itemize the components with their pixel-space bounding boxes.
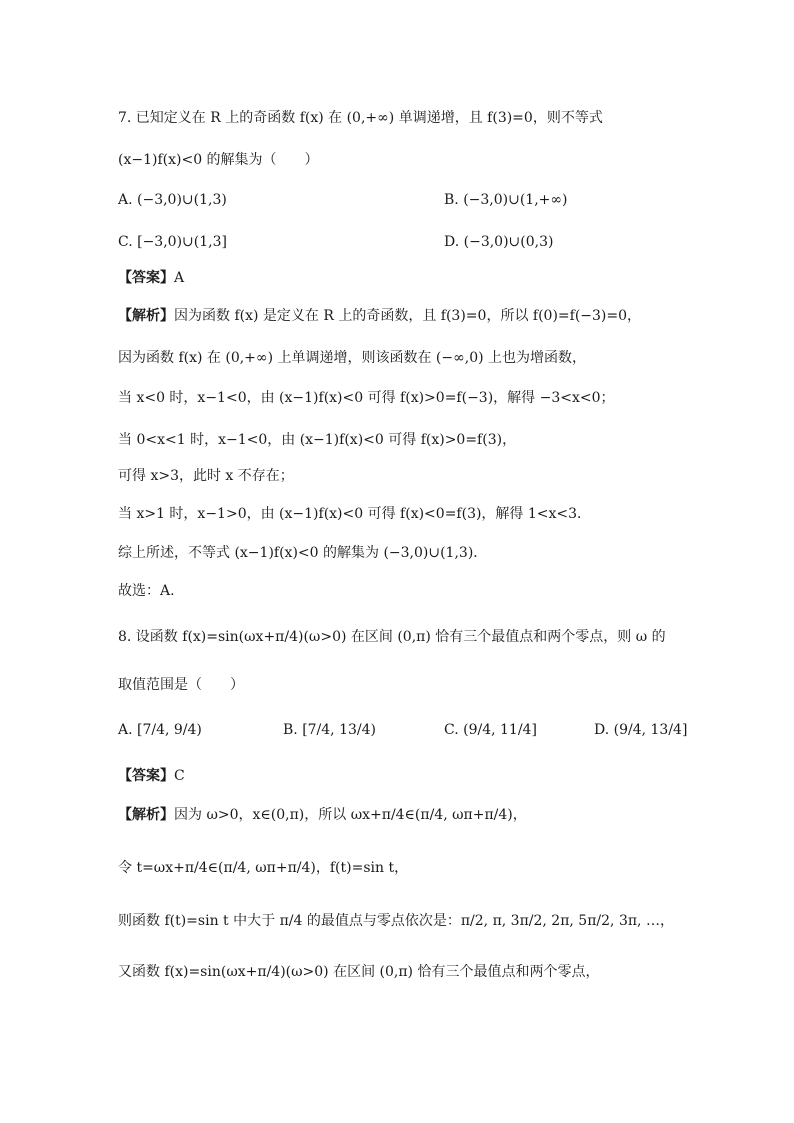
q8-answer-label: 【答案】 — [118, 768, 174, 784]
q7-option-c: C. [−3,0)∪(1,3] — [118, 234, 227, 250]
q7-option-b: B. (−3,0)∪(1,+∞) — [444, 192, 568, 208]
q7-analysis-label: 【解析】 — [118, 308, 174, 324]
q8-analysis-label: 【解析】 — [118, 807, 174, 823]
q7-analysis-line6: 当 x>1 时，x−1>0，由 (x−1)f(x)<0 可得 f(x)<0=f(3)，解得 1<x<3． — [118, 506, 592, 522]
q8-option-a: A. [7/4, 9/4) — [118, 722, 202, 738]
q7-stem-line2: (x−1)f(x)<0 的解集为（ ） — [118, 152, 319, 168]
q7-analysis-line3: 当 x<0 时，x−1<0，由 (x−1)f(x)<0 可得 f(x)>0=f(−3)，解得 −3<x<0； — [118, 390, 615, 406]
q7-analysis-line2: 因为函数 f(x) 在 (0,+∞) 上单调递增，则该函数在 (−∞,0) 上也为增函数， — [118, 350, 587, 366]
q8-stem-line2: 取值范围是（ ） — [118, 677, 244, 693]
q8-stem-line1: 8. 设函数 f(x)=sin(ωx+π/4)(ω>0) 在区间 (0,π) 恰有三个最值点和两个零点，则 ω 的 — [118, 629, 666, 645]
q8-analysis-line2: 令 t=ωx+π/4∈(π/4, ωπ+π/4)，f(t)=sin t， — [118, 860, 409, 876]
q7-analysis-line5: 可得 x>3，此时 x 不存在； — [118, 468, 294, 484]
q8-analysis-line4: 又函数 f(x)=sin(ωx+π/4)(ω>0) 在区间 (0,π) 恰有三个最值点和两个零点， — [118, 964, 600, 980]
q8-analysis-line3: 则函数 f(t)=sin t 中大于 π/4 的最值点与零点依次是：π/2, π, 3π/2, 2π, 5π/2, 3π, …， — [118, 913, 674, 929]
q7-analysis-line4: 当 0<x<1 时，x−1<0，由 (x−1)f(x)<0 可得 f(x)>0=f(3)， — [118, 432, 517, 448]
q8-answer-value: C — [174, 768, 185, 784]
q7-analysis-line7: 综上所述，不等式 (x−1)f(x)<0 的解集为 (−3,0)∪(1,3)． — [118, 545, 488, 561]
q8-option-b: B. [7/4, 13/4) — [283, 722, 376, 738]
q7-option-a: A. (−3,0)∪(1,3) — [118, 192, 227, 208]
q7-answer — [118, 268, 184, 288]
q7-answer-label: 【答案】 — [118, 270, 174, 286]
q7-answer-value: A — [174, 270, 185, 286]
q7-conclusion: 故选：A. — [118, 583, 175, 599]
q8-option-d: D. (9/4, 13/4] — [594, 722, 688, 738]
q7-option-d: D. (−3,0)∪(0,3) — [444, 234, 554, 250]
q7-stem-line1: 7. 已知定义在 R 上的奇函数 f(x) 在 (0,+∞) 单调递增，且 f(3)=0，则不等式 — [118, 110, 603, 126]
q8-analysis-line1: 【解析】因为 ω>0，x∈(0,π)，所以 ωx+π/4∈(π/4, ωπ+π/4)， — [118, 807, 527, 823]
q8-answer — [118, 766, 185, 786]
q8-option-c: C. (9/4, 11/4] — [444, 722, 537, 738]
q7-analysis-line1: 【解析】因为函数 f(x) 是定义在 R 上的奇函数，且 f(3)=0，所以 f(0)=f(−3)=0， — [118, 308, 642, 324]
